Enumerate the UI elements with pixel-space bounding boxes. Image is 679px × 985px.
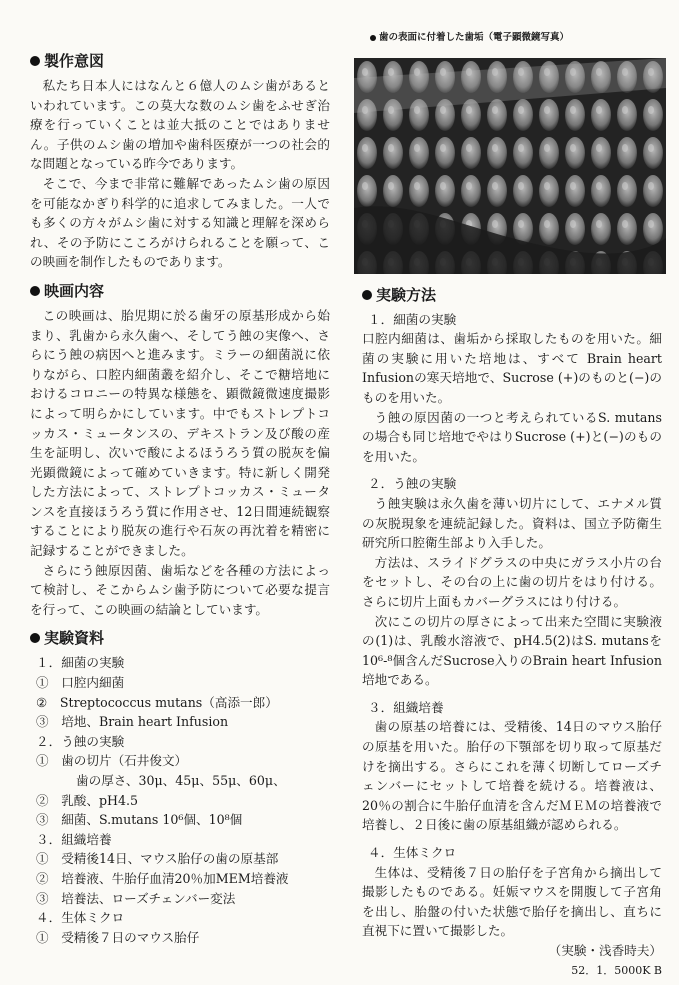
paragraph: 生体は、受精後７日の胎仔を子宮角から摘出して撮影したものである。妊娠マウスを開腹して子宮角を出し、胎盤の付いた状態で胎仔を摘出し、直ちに直視下に置いて撮影した。 [362,864,662,939]
section-heading-film-content [30,280,330,302]
photo-caption [370,28,662,48]
list-item: ② Streptococcus mutans（高添一郎） [36,694,278,710]
paragraph: そこで、今まで非常に難解であったムシ歯の原因を可能なかぎり科学的に追求してみました。一人でも多くの方々がムシ歯に対する知識と理解を深められ、その予防にこころがけられることを願って、この映画を制作したものであります。 [30,175,330,270]
list-item: ② 乳酸、pH4.5 [36,792,139,808]
section-title: 映画内容 [44,281,105,300]
list-item: ２．う蝕の実験 [36,733,125,749]
section-title: 製作意図 [44,52,105,70]
subsection-heading: ３．組織培養 [368,699,444,715]
list-item: ② 培養液、牛胎仔血清20％加MEM培養液 [36,870,289,886]
paragraph: 歯の原基の培養には、受精後、14日のマウス胎仔の原基を用いた。胎仔の下顎部を切り取って原基だけを摘出する。さらにこれを薄く切断してローズチェンバーにセットして培養を続ける。培養液は、20％の割合に牛胎仔血清を含んだＭＥＭの培養液で培養し、２日後に歯の原基組織が認められる。 [362,719,662,833]
materials-list [30,653,330,947]
list-item: ③ 培地、Brain heart Infusion [36,714,229,730]
subsection-heading: １．細菌の実験 [368,311,457,327]
left-column [30,50,330,947]
section-heading-experiment-materials [30,627,330,649]
list-item: ① 歯の切片（石井俊文） [36,753,188,769]
list-item: ４．生体ミクロ [36,910,125,926]
paragraph: 方法は、スライドグラスの中央にガラス小片の台をセットし、その台の上に歯の切片をはり付ける。さらに切片上面もカバーグラスにはり付ける。 [362,554,662,609]
list-item: ③ 細菌、S.mutans 10⁶個、10⁸個 [36,812,243,828]
paragraph: う蝕の原因菌の一つと考えられているS. mutansの場合も同じ培地でやはりSucrose (+)と(−)のものを用いた。 [362,409,662,464]
bullet-dot-icon [370,35,376,41]
section-title: 実験資料 [44,629,105,648]
paragraph: 次にこの切片の厚さによって出来た空間に実験液の(1)は、乳酸水溶液で、pH4.5(2)はS. mutansを10⁶‑⁸個含んだSucrose入りのBrain heart Infusion培地である。 [362,613,662,688]
list-item: ① 受精後７日のマウス胎仔 [36,929,200,945]
section-heading-experiment-methods [362,284,662,306]
micrograph-image [354,58,666,274]
list-item: ① 受精後14日、マウス胎仔の歯の原基部 [36,851,279,867]
list-item: ３．組織培養 [36,831,112,847]
subsection-heading: ４．生体ミクロ [368,845,457,861]
print-code: 52．1．5000K B [571,963,662,977]
paragraph: この映画は、胎児期に於る歯牙の原基形成から始まり、乳歯から永久歯へ、そしてう蝕の実像へ、さらにう蝕の病因へと進みます。ミラーの細菌説に依りながら、口腔内細菌叢を紹介し、そこで糖培地におけるコロニーの特異な様態を、顕微鏡微速度撮影によって明らかにしています。中でもストレプトコッカス・ミュータンスの、デキストラン及び酸の産生を証明し、次いで酸によるほうろう質の脱灰を偏光顕微鏡によって確めていきます。特に新しく開発した方法によって、ストレプトコッカス・ミュータンスを直接ほうろう質に作用させ、12日間連続観察することにより脱灰の進行や石灰の再沈着を精密に記録することができました。 [30,307,330,559]
bullet-dot-icon [30,633,40,643]
credit-line: （実験・浅香時夫） [548,943,662,958]
right-column [362,28,662,980]
list-item: ③ 培養法、ローズチェンバー変法 [36,890,236,906]
bullet-dot-icon [362,290,372,300]
section-title: 実験方法 [376,285,437,304]
paragraph: 口腔内細菌は、歯垢から採取したものを用いた。細菌の実験に用いた培地は、すべて Brain heart Infusionの寒天培地で、Sucrose (+)のものと(−)のものを用いた。 [362,331,662,405]
section-heading-production-intent [30,50,330,72]
photo-caption-text: 歯の表面に付着した歯垢（電子顕微鏡写真） [379,32,570,43]
list-item: 歯の厚さ、30μ、45μ、55μ、60μ、 [76,773,286,788]
bullet-dot-icon [30,56,40,66]
bullet-dot-icon [30,286,40,296]
paragraph: 私たち日本人にはなんと６億人のムシ歯があるといわれています。この莫大な数のムシ歯をふせぎ治療を行っていくことは並大抵のことではありません。子供のムシ歯の増加や歯科医療が一つの社会的な問題となっている昨今であります。 [30,78,330,172]
paragraph: さらにう蝕原因菌、歯垢などを各種の方法によって検討し、そこからムシ歯予防について必要な提言を行って、この映画の結論としています。 [30,562,330,617]
electron-micrograph-photo [354,58,666,274]
list-item: １．細菌の実験 [36,655,125,671]
list-item: ① 口腔内細菌 [36,675,125,691]
subsection-heading: ２．う蝕の実験 [368,476,457,492]
paragraph: う蝕実験は永久歯を薄い切片にして、エナメル質の灰脱現象を連続記録した。資料は、国立予防衛生研究所口腔衛生部より入手した。 [362,495,662,551]
